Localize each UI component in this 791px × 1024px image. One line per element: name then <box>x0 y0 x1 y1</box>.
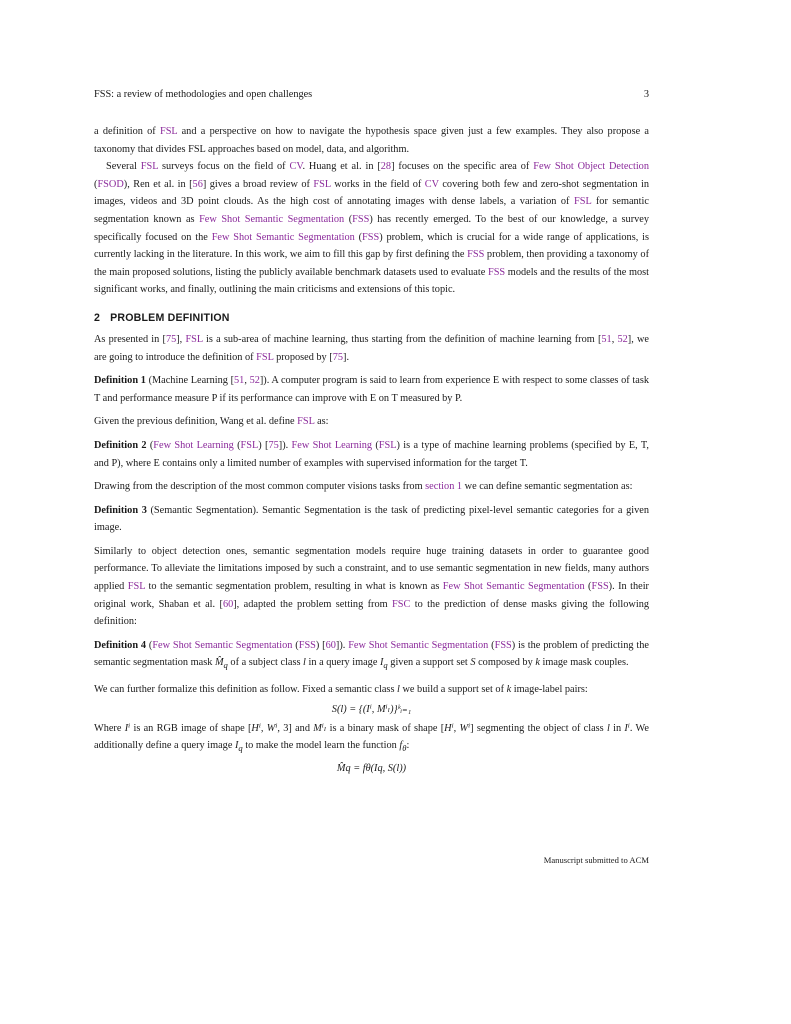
acronym-link-fss-long[interactable]: Few Shot Semantic Segmentation <box>211 231 355 243</box>
definition-label: Definition 4 <box>94 639 147 651</box>
text: ) is the problem of predicting the semantic segmentation mask <box>94 639 649 669</box>
math-subscript: q <box>383 660 388 671</box>
acronym-link-fss[interactable]: FSS <box>494 639 512 651</box>
acronym-link-fsl[interactable]: FSL <box>140 161 159 173</box>
acronym-link-fsl-long[interactable]: Few Shot Learning <box>291 439 372 451</box>
math-symbol: l <box>606 722 610 734</box>
math-symbol: I <box>234 740 239 752</box>
text: given a support set <box>387 657 471 669</box>
text: in a query image <box>305 657 380 669</box>
text: ( <box>372 439 379 451</box>
acronym-link-fsl[interactable]: FSL <box>256 351 274 363</box>
text: surveys focus on the field of <box>158 161 290 173</box>
running-title: FSS: a review of methodologies and open challenges <box>94 89 313 100</box>
text: ]). A computer program is said to learn from experience E with respect to some classes of task T and performance measure P if its performance can improve with E on T measured by P. <box>94 375 649 404</box>
math-symbol: Hⁱ, Wⁱ <box>251 722 278 734</box>
text: image-label pairs: <box>511 684 588 696</box>
text: ) is a type of machine learning problems (specified by E, T, and P), where E contains only a limited number of examples with supervised information for the target T. <box>94 439 649 469</box>
section-title: PROBLEM DEFINITION <box>110 311 230 324</box>
paragraph-4 <box>94 413 649 431</box>
citation-link[interactable]: 60 <box>222 598 234 610</box>
acronym-link-fsl[interactable]: FSL <box>185 333 203 345</box>
text: we can define semantic segmentation as: <box>462 481 633 493</box>
paragraph-1 <box>94 123 649 158</box>
acronym-link-fsod[interactable]: FSOD <box>97 178 124 190</box>
text: ( <box>344 213 353 225</box>
text: Several <box>106 161 141 173</box>
math-symbol: I <box>379 657 384 669</box>
acronym-link-fss-long[interactable]: Few Shot Semantic Segmentation <box>442 581 585 593</box>
text: (Semantic Segmentation). Semantic Segmentation is the task of predicting pixel-level semantic categories for a given image. <box>94 504 649 534</box>
text: (Machine Learning [ <box>145 375 235 387</box>
acronym-link-fss[interactable]: FSS <box>591 581 609 593</box>
math-symbol: Hⁱ, Wⁱ <box>444 722 471 734</box>
acronym-link-fss[interactable]: FSS <box>352 213 370 225</box>
text: Similarly to object detection ones, semantic segmentation models require huge training datasets in order to guarantee good performance. To alleviate the limitations imposed by such a constraint, and to use semantic segmentation in new fields, many authors applied <box>94 545 649 593</box>
text: ]. <box>343 351 350 363</box>
math-symbol: Mⁱₗ <box>313 722 327 734</box>
citation-link[interactable]: 75 <box>165 333 177 345</box>
text: Where <box>94 722 125 734</box>
text: is a sub-area of machine learning, thus starting from the definition of machine learning from [ <box>202 333 602 345</box>
text: , <box>244 375 250 387</box>
text: covering both few and zero-shot segmentation in images, videos and 3D point clouds. As the high cost of annotating images with dense labels, a variation of <box>94 178 649 208</box>
citation-link[interactable]: 52 <box>617 333 628 345</box>
text: is an RGB image of shape [ <box>130 722 252 734</box>
text: ] segmenting the object of class <box>470 722 607 734</box>
text: ), Ren et al. in [ <box>123 178 193 190</box>
acronym-link-fss-long[interactable]: Few Shot Semantic Segmentation <box>199 213 345 225</box>
acronym-link-fsl[interactable]: FSL <box>378 439 397 451</box>
math-symbol: S <box>470 657 476 669</box>
citation-link[interactable]: 75 <box>332 351 344 363</box>
text: problem, then providing a taxonomy of the main proposed solutions, listing the publicly available benchmark datasets used to evaluate <box>94 249 649 278</box>
acronym-link-cv[interactable]: CV <box>289 161 303 173</box>
text: ( <box>354 231 363 243</box>
text: ). In their original work, Shaban et al. [ <box>94 581 649 610</box>
text: and a perspective on how to navigate the hypothesis space given just a few examples. They also propose a taxonomy that divides FSL approaches based on model, data, and algorithm. <box>94 126 649 155</box>
section-number: 2 <box>94 311 101 324</box>
text: proposed by [ <box>273 351 333 363</box>
text: ( <box>488 639 495 651</box>
text: for semantic segmentation known as <box>94 196 649 225</box>
citation-link[interactable]: 28 <box>380 161 392 173</box>
paragraph-2 <box>94 158 649 299</box>
page-footer: Manuscript submitted to ACM <box>543 855 649 865</box>
text: ) [ <box>315 639 326 651</box>
text: : <box>406 740 410 752</box>
text: ], <box>176 333 186 345</box>
math-symbol: Iⁱ <box>124 722 131 734</box>
text: to the prediction of dense masks giving the following definition: <box>94 598 650 628</box>
text: Drawing from the description of the most common computer visions tasks from <box>94 481 426 493</box>
math-symbol: l <box>397 684 400 696</box>
text: we build a support set of <box>399 684 507 696</box>
text: . Huang et al. in [ <box>302 161 381 173</box>
text: ) problem, which is crucial for a wide range of applications, is currently lacking in the literature. In this work, we aim to fill this gap by first defining the <box>94 231 649 261</box>
text: ( <box>146 639 153 651</box>
acronym-link-fsl[interactable]: FSL <box>159 126 178 137</box>
paragraph-7 <box>94 681 649 699</box>
equation-support-set: S(l) = {(Iⁱ, Mⁱₗ)}ᵏᵢ₌₁ <box>331 703 412 715</box>
text: Given the previous definition, Wang et al. define <box>94 416 298 428</box>
text: ) has recently emerged. To the best of our knowledge, a survey specifically focused on the <box>94 213 649 243</box>
text: , <box>611 333 618 345</box>
text: is a binary mask of shape [ <box>326 722 445 734</box>
definition-2 <box>94 437 649 472</box>
text: We can further formalize this definition as follow. Fixed a semantic class <box>94 684 398 696</box>
text: . We additionally define a query image <box>94 722 649 752</box>
text: to make the model learn the function <box>242 740 400 752</box>
text: ] focuses on the specific area of <box>391 161 534 173</box>
text: ], adapted the problem setting from <box>233 598 393 610</box>
acronym-link-fsl[interactable]: FSL <box>573 196 592 208</box>
acronym-link-fss[interactable]: FSS <box>298 639 316 651</box>
definition-label: Definition 2 <box>94 439 147 451</box>
citation-link[interactable]: 60 <box>325 639 336 651</box>
acronym-link-fss[interactable]: FSS <box>487 266 506 278</box>
text: ]). <box>278 439 292 451</box>
page-header <box>94 86 649 104</box>
acronym-link-fsod-long[interactable]: Few Shot Object Detection <box>533 161 649 173</box>
equation-model-function: M̂q = fθ(Iq, S(l)) <box>336 762 407 774</box>
acronym-link-fsl[interactable]: FSL <box>297 416 315 428</box>
text: ( <box>233 439 241 451</box>
citation-link[interactable]: 51 <box>234 375 245 387</box>
text: ( <box>146 439 154 451</box>
acronym-link-fss[interactable]: FSS <box>467 249 485 261</box>
acronym-link-fss-long[interactable]: Few Shot Semantic Segmentation <box>152 639 293 651</box>
text: in <box>609 722 625 734</box>
acronym-link-fss[interactable]: FSS <box>362 231 380 243</box>
math-symbol: f <box>399 740 403 752</box>
text: as: <box>314 416 329 428</box>
paragraph-8 <box>94 720 649 758</box>
math-subscript: θ <box>402 743 407 754</box>
section-heading <box>94 310 649 327</box>
paragraph-5 <box>94 478 649 496</box>
citation-link[interactable]: 56 <box>192 178 203 190</box>
section-link[interactable]: section 1 <box>425 481 463 493</box>
text: ) [ <box>258 439 269 451</box>
math-symbol: l <box>303 657 306 669</box>
math-subscript: q <box>223 660 228 671</box>
text: ]). <box>335 639 349 651</box>
definition-label: Definition 1 <box>94 375 146 387</box>
text: As presented in [ <box>94 333 166 345</box>
text: composed by <box>475 657 536 669</box>
math-symbol: k <box>535 657 540 669</box>
text: a definition of <box>94 126 160 137</box>
acronym-link-fss-long[interactable]: Few Shot Semantic Segmentation <box>348 639 489 651</box>
acronym-link-fsc[interactable]: FSC <box>392 598 411 610</box>
definition-1 <box>94 372 649 407</box>
acronym-link-cv[interactable]: CV <box>424 178 439 190</box>
paragraph-6 <box>94 543 649 631</box>
citation-link[interactable]: 51 <box>601 333 612 345</box>
text: ], we are going to introduce the definition of <box>94 333 649 363</box>
text: works in the field of <box>330 178 425 190</box>
text: ( <box>292 639 299 651</box>
definition-3 <box>94 502 649 537</box>
acronym-link-fsl[interactable]: FSL <box>313 178 331 190</box>
paper-page <box>94 86 649 779</box>
math-symbol: Iⁱ <box>624 722 630 734</box>
definition-label: Definition 3 <box>94 504 147 516</box>
acronym-link-fsl[interactable]: FSL <box>127 581 146 593</box>
paragraph-3 <box>94 331 649 366</box>
text: ] gives a broad review of <box>202 178 314 190</box>
text: , 3] and <box>277 722 314 734</box>
text: ( <box>94 178 98 190</box>
math-symbol: M̂ <box>214 657 224 669</box>
citation-link[interactable]: 75 <box>268 439 279 451</box>
text: image mask couples. <box>539 657 629 669</box>
text: to the semantic segmentation problem, resulting in what is known as <box>145 581 443 593</box>
page-number: 3 <box>643 89 649 100</box>
text: models and the results of the most significant works, and finally, outlining the main criticisms and extensions of this topic. <box>94 266 650 296</box>
math-subscript: q <box>238 743 243 754</box>
acronym-link-fsl[interactable]: FSL <box>240 439 259 451</box>
acronym-link-fsl-long[interactable]: Few Shot Learning <box>153 439 234 451</box>
math-symbol: k <box>506 684 512 696</box>
text: ( <box>584 581 592 593</box>
text: of a subject class <box>227 657 304 669</box>
citation-link[interactable]: 52 <box>249 375 260 387</box>
definition-4 <box>94 637 649 675</box>
